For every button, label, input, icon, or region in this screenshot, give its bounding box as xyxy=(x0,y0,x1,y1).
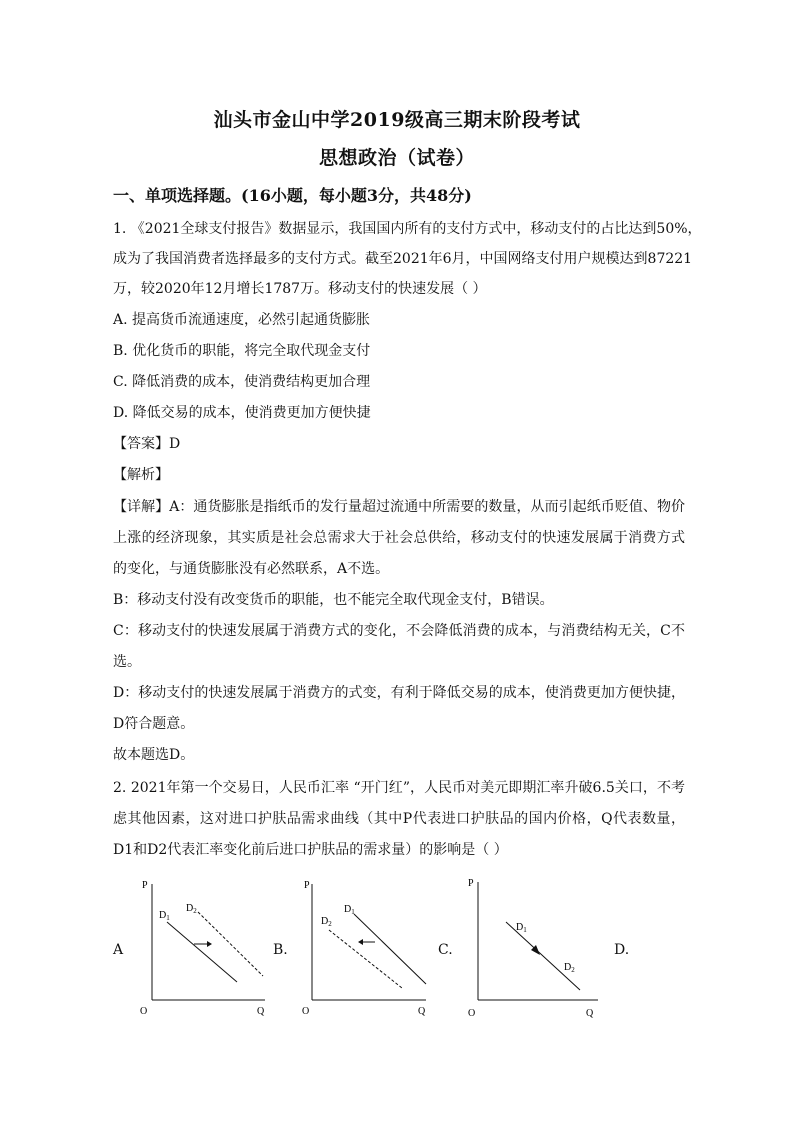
q1-detail-line-8: D符合题意。 xyxy=(113,716,195,732)
graph-b-p-label: P xyxy=(304,880,310,891)
graph-a-arrow-head xyxy=(207,941,212,947)
q1-stem-line-2: 成为了我国消费者选择最多的支付方式。截至2021年6月，中国网络支付用户规模达到87221 xyxy=(113,251,693,267)
section-heading: 一、单项选择题。(16小题，每小题3分，共48分) xyxy=(113,186,472,205)
graph-c-d1-label: $D_1$ xyxy=(516,922,527,934)
q2-stem-line-1: 2. 2021年第一个交易日，人民币汇率 “开门红”，人民币对美元即期汇率升破6.5关口，不考 xyxy=(113,780,685,796)
q1-option-a: A. 提高货币流通速度，必然引起通货膨胀 xyxy=(113,312,371,328)
exam-subtitle: 思想政治（试卷） xyxy=(318,147,475,169)
exam-title: 汕头市金山中学2019级高三期末阶段考试 xyxy=(213,109,581,131)
q1-option-c: C. 降低消费的成本，使消费结构更加合理 xyxy=(113,374,371,390)
q1-stem-line-1: 1. 《2021全球支付报告》数据显示，我国国内所有的支付方式中，移动支付的占比达到50%， xyxy=(113,221,702,237)
q2-option-letter-c: C. xyxy=(438,942,453,958)
graph-a-q-label: Q xyxy=(257,1006,265,1017)
q2-option-letter-b: B. xyxy=(273,942,288,958)
q1-detail-line-9: 故本题选D。 xyxy=(113,747,195,763)
q1-detail-line-1: 【详解】A：通货膨胀是指纸币的发行量超过流通中所需要的数量，从而引起纸币贬值、物价 xyxy=(113,499,685,515)
graph-b-d2-label: $D_2$ xyxy=(321,916,332,928)
q1-detail-line-7: D：移动支付的快速发展属于消费方的式变，有利于降低交易的成本，使消费更加方便快捷， xyxy=(113,685,685,701)
graph-c-d2-label: $D_2$ xyxy=(564,962,575,974)
graph-a-o-label: O xyxy=(140,1006,148,1017)
q1-stem-line-3: 万，较2020年12月增长1787万。移动支付的快速发展（ ） xyxy=(113,281,487,297)
q1-answer: 【答案】D xyxy=(113,436,181,452)
q1-analysis-label: 【解析】 xyxy=(113,467,169,483)
graph-a-d2-label: $D_2$ xyxy=(186,903,197,915)
graph-b-d1-label: $D_1$ xyxy=(344,904,355,916)
q1-option-b: B. 优化货币的职能，将完全取代现金支付 xyxy=(113,343,371,359)
q1-option-d: D. 降低交易的成本，使消费更加方便快捷 xyxy=(113,405,371,421)
q2-stem-line-3: D1和D2代表汇率变化前后进口护肤品的需求量）的影响是（ ） xyxy=(113,842,508,858)
graph-b-d1-line xyxy=(354,914,426,984)
q2-graph-c xyxy=(460,870,600,1020)
q1-detail-line-3: 的变化，与通货膨胀没有必然联系，A不选。 xyxy=(113,561,390,577)
graph-a-d1-line xyxy=(167,922,237,982)
q2-graph-b xyxy=(294,870,434,1020)
graph-b-o-label: O xyxy=(302,1006,310,1017)
q2-option-letter-a: A xyxy=(113,942,124,958)
graph-b-q-label: Q xyxy=(418,1006,426,1017)
graph-a-d1-label: $D_1$ xyxy=(159,910,170,922)
graph-a-p-label: P xyxy=(142,880,148,891)
q1-detail-line-6: 选。 xyxy=(113,654,141,670)
graph-c-p-label: P xyxy=(468,878,474,889)
q1-detail-line-5: C：移动支付的快速发展属于消费方式的变化，不会降低消费的成本，与消费结构无关，C不 xyxy=(113,623,685,639)
q2-stem-line-2: 虑其他因素，这对进口护肤品需求曲线（其中P代表进口护肤品的国内价格，Q代表数量， xyxy=(113,811,685,827)
graph-c-q-label: Q xyxy=(586,1008,594,1019)
graph-b-arrow-head xyxy=(358,939,363,945)
graph-b-d2-line xyxy=(329,930,402,988)
q1-detail-line-2: 上涨的经济现象，其实质是社会总需求大于社会总供给，移动支付的快速发展属于消费方式 xyxy=(113,530,685,546)
q1-detail-line-4: B：移动支付没有改变货币的职能，也不能完全取代现金支付，B错误。 xyxy=(113,592,554,608)
q2-graph-a xyxy=(130,870,270,1020)
graph-c-o-label: O xyxy=(468,1008,476,1019)
q2-option-letter-d: D. xyxy=(614,942,630,958)
